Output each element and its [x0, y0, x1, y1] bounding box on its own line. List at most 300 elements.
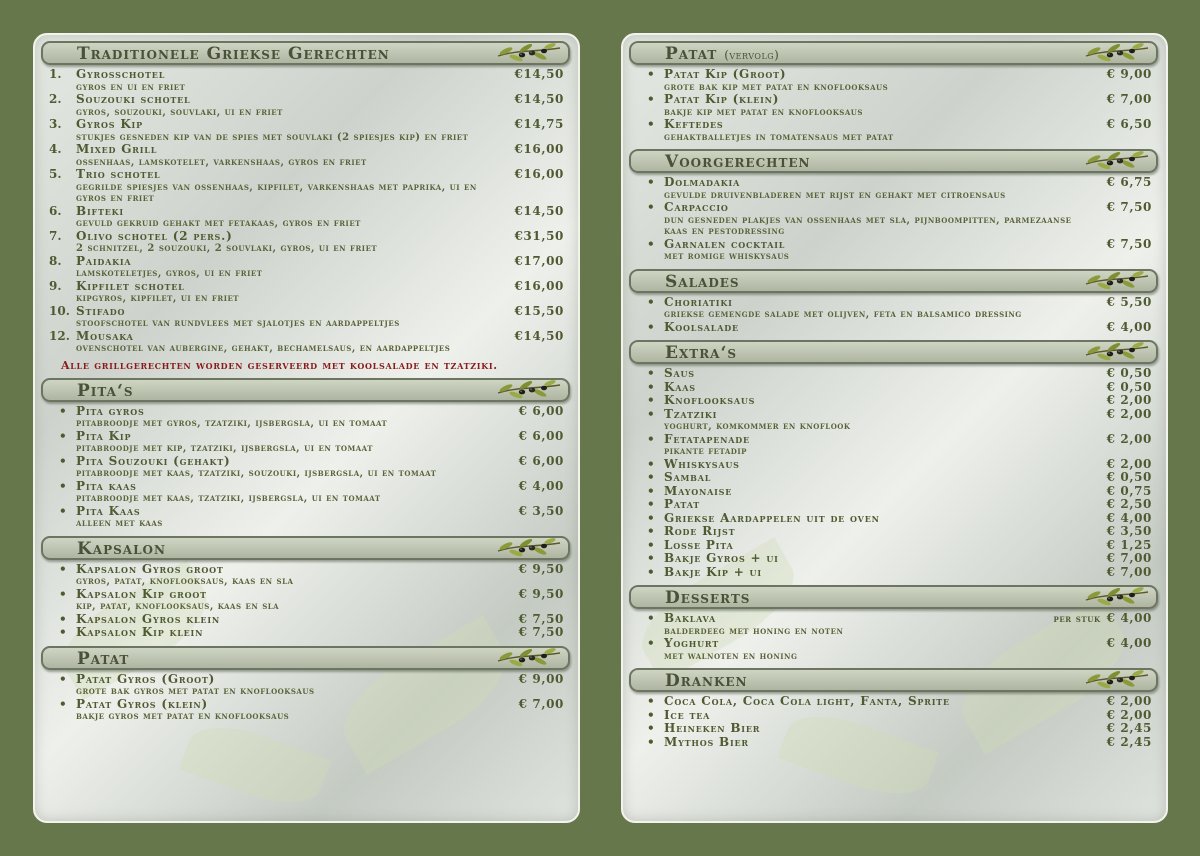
- olive-branch-icon: [1084, 339, 1150, 365]
- item-number: 9.: [49, 278, 62, 293]
- menu-item: [637, 118, 1152, 143]
- item-description: gyros en ui en friet: [76, 81, 186, 93]
- bullet-icon: •: [647, 294, 655, 309]
- item-description: bakje gyros met patat en knoflooksaus: [76, 711, 290, 722]
- item-price: [514, 305, 564, 318]
- item-name: Knoflooksaus: [664, 393, 756, 407]
- item-name: Carpaccio: [664, 200, 729, 214]
- price-value: € 1,25: [1106, 537, 1152, 552]
- item-price: [1107, 458, 1152, 471]
- price-value: € 2,00: [1106, 707, 1152, 722]
- item-price: [514, 205, 564, 218]
- menu-item: [637, 68, 1152, 93]
- item-price: [514, 168, 564, 181]
- section-title: Extra‘s: [665, 343, 738, 363]
- bullet-icon: •: [59, 561, 67, 576]
- bullet-icon: •: [647, 175, 655, 189]
- item-price: [514, 118, 564, 131]
- section-header-pitas: [41, 378, 570, 402]
- price-value: € 2,00: [1106, 456, 1152, 471]
- item-price: [1107, 201, 1152, 214]
- item-name: Fetatapenade: [664, 431, 750, 446]
- bullet-icon: •: [647, 92, 655, 106]
- item-description: grote bak kip met patat en knoflooksaus: [664, 81, 889, 93]
- menu-item: [49, 588, 564, 613]
- olive-branch-icon: [1084, 584, 1150, 610]
- price-value: € 6,00: [518, 428, 564, 443]
- menu-item: [637, 93, 1152, 118]
- price-value: €17,00: [514, 253, 564, 268]
- item-description: stukjes gesneden kip van de spies met souvlaki (2 spiesjes kip) en friet: [76, 131, 469, 143]
- item-name: Patat Gyros (klein): [76, 696, 209, 711]
- bullet-icon: •: [647, 707, 655, 722]
- menu-item: [49, 673, 564, 698]
- menu-item: [49, 93, 564, 118]
- price-value: € 6,00: [518, 403, 564, 418]
- item-description: pikante fetadip: [664, 446, 747, 457]
- item-name: Mousaka: [76, 328, 134, 343]
- item-name: Griekse Aardappelen uit de oven: [664, 510, 880, 525]
- item-price: [519, 563, 564, 576]
- item-name: Gyrosschotel: [76, 67, 166, 81]
- item-description: kipgyros, kipfilet, ui en friet: [76, 293, 240, 304]
- item-name: Pita Souzouki (gehakt): [76, 453, 231, 468]
- bullet-icon: •: [647, 537, 655, 552]
- price-value: € 7,00: [1106, 551, 1152, 565]
- bullet-icon: •: [647, 236, 655, 251]
- item-price: [519, 430, 564, 443]
- item-name: Patat: [664, 497, 701, 511]
- item-price: [514, 230, 564, 243]
- price-value: € 4,00: [1106, 636, 1152, 650]
- item-name: Pita Kaas: [76, 503, 141, 518]
- item-name: Bakje Gyros + ui: [664, 551, 779, 565]
- menu-item: [637, 238, 1152, 263]
- item-description: ovenschotel van aubergine, gehakt, bechamelsaus, en aardappeltjes: [76, 343, 451, 354]
- price-value: € 2,50: [1106, 497, 1152, 511]
- bullet-icon: •: [647, 483, 655, 498]
- item-description: balderdeeg met honing en noten: [664, 625, 844, 637]
- price-value: €14,50: [514, 328, 564, 343]
- price-value: € 7,00: [1106, 92, 1152, 106]
- item-number: 5.: [49, 167, 62, 181]
- olive-branch-icon: [1084, 148, 1150, 174]
- price-value: € 0,50: [1106, 379, 1152, 394]
- menu-item: [49, 168, 564, 205]
- menu-item: [637, 321, 1152, 335]
- item-name: Patat Gyros (Groot): [76, 671, 216, 686]
- section-header-kapsalon: [41, 536, 570, 560]
- item-price: [1107, 722, 1152, 735]
- item-price: [1107, 637, 1152, 650]
- price-value: € 3,50: [1106, 524, 1152, 538]
- bullet-icon: •: [647, 721, 655, 735]
- item-price: [1107, 485, 1152, 498]
- item-price: [1107, 118, 1152, 131]
- price-value: €16,00: [514, 278, 564, 293]
- item-name: Rode Rijst: [664, 524, 736, 538]
- section-subtitle: (vervolg): [724, 48, 780, 62]
- item-description: kip, patat, knoflooksaus, kaas en sla: [76, 601, 280, 612]
- item-price: [1107, 709, 1152, 722]
- section-title: Patat: [77, 648, 130, 669]
- bullet-icon: •: [647, 470, 655, 484]
- bullet-icon: •: [647, 636, 655, 650]
- menu-item: [49, 505, 564, 530]
- price-value: € 4,00: [1106, 611, 1152, 625]
- item-name: Kipfilet schotel: [76, 278, 185, 293]
- item-name: Mixed Grill: [76, 142, 158, 156]
- menu-item: [49, 305, 564, 330]
- price-value: € 9,00: [518, 671, 564, 686]
- item-price: [1107, 566, 1152, 579]
- menu-item: [49, 455, 564, 480]
- item-description: griekse gemengde salade met olijven, feta en balsamico dressing: [664, 309, 1022, 320]
- item-name: Losse Pita: [664, 537, 734, 552]
- item-name: Coca Cola, Coca Cola light, Fanta, Sprite: [664, 694, 950, 708]
- price-value: € 7,50: [1106, 200, 1152, 214]
- item-price: [1107, 394, 1152, 407]
- item-name: Keftedes: [664, 117, 724, 131]
- item-price: [1107, 296, 1152, 309]
- menu-item: [49, 280, 564, 305]
- item-description: pitabroodje met kip, tzatziki, ijsbergsla, ui en tomaat: [76, 443, 373, 454]
- menu-item: [637, 512, 1152, 526]
- item-price: [514, 93, 564, 106]
- bullet-icon: •: [59, 478, 67, 493]
- section-header-patat: [41, 646, 570, 670]
- section-title: Traditionele Griekse Gerechten: [77, 44, 390, 64]
- item-price: [514, 143, 564, 156]
- item-description: gevulde druivenbladeren met rijst en gehakt met citroensaus: [664, 189, 1006, 201]
- menu-item: [49, 330, 564, 355]
- menu-list-patat-vervolg: [623, 65, 1166, 143]
- price-unit: per stuk: [1053, 614, 1101, 625]
- menu-item: [637, 637, 1152, 662]
- item-name: Bifteki: [76, 203, 124, 218]
- item-name: Gyros Kip: [76, 117, 143, 131]
- section-header-desserts: [629, 585, 1158, 609]
- menu-item: [637, 408, 1152, 433]
- menu-list-salades: [623, 293, 1166, 335]
- item-description: pitabroodje met gyros, tzatziki, ijsbergsla, ui en tomaat: [76, 418, 388, 429]
- price-value: € 3,50: [518, 503, 564, 518]
- menu-item: [637, 485, 1152, 499]
- item-name: Kapsalon Kip klein: [76, 625, 204, 639]
- item-description: ossenhaas, lamskotelet, varkenshaas, gyros en friet: [76, 156, 367, 168]
- item-name: Garnalen cocktail: [664, 236, 786, 251]
- section-title: Kapsalon: [77, 538, 166, 559]
- item-price: [1107, 736, 1152, 749]
- price-value: € 0,75: [1106, 483, 1152, 498]
- item-price: [1107, 381, 1152, 394]
- price-value: €31,50: [514, 228, 564, 243]
- item-price: [514, 255, 564, 268]
- item-description: gyros, souzouki, souvlaki, ui en friet: [76, 106, 283, 118]
- item-price: [519, 626, 564, 639]
- bullet-icon: •: [59, 428, 67, 443]
- menu-item: [637, 525, 1152, 539]
- section-title: [665, 44, 779, 64]
- item-name: Kapsalon Gyros groot: [76, 561, 224, 576]
- menu-item: [637, 552, 1152, 566]
- item-number: 4.: [49, 142, 62, 156]
- item-description: gehaktballetjes in tomatensaus met patat: [664, 131, 894, 143]
- price-value: €15,50: [514, 303, 564, 318]
- bullet-icon: •: [647, 67, 655, 81]
- item-price: [1107, 498, 1152, 511]
- menu-item: [49, 480, 564, 505]
- item-name: Bakje Kip + ui: [664, 564, 762, 579]
- item-description: yoghurt, komkommer en knoflook: [664, 421, 851, 432]
- menu-list-voorgerechten: [623, 173, 1166, 263]
- price-value: €14,50: [514, 203, 564, 218]
- menu-item: [49, 118, 564, 143]
- menu-item: [49, 230, 564, 255]
- menu-item: [49, 205, 564, 230]
- item-price: [519, 588, 564, 601]
- leaf-decoration: [179, 713, 331, 817]
- bullet-icon: •: [59, 611, 67, 626]
- item-name: Choriatiki: [664, 294, 733, 309]
- item-name: Paidakia: [76, 253, 132, 268]
- item-name: Pita gyros: [76, 403, 145, 418]
- price-value: € 6,00: [518, 453, 564, 468]
- item-price: [519, 405, 564, 418]
- menu-list-traditional: [35, 65, 578, 355]
- bullet-icon: •: [647, 431, 655, 446]
- menu-item: [637, 566, 1152, 580]
- item-name: Pita Kip: [76, 428, 132, 443]
- price-value: € 7,50: [1106, 236, 1152, 251]
- menu-list-desserts: [623, 609, 1166, 662]
- olive-branch-icon: [496, 377, 562, 403]
- item-name: Ice tea: [664, 707, 711, 722]
- menu-item: [49, 255, 564, 280]
- bullet-icon: •: [647, 379, 655, 394]
- bullet-icon: •: [647, 694, 655, 708]
- price-value: € 6,75: [1106, 175, 1152, 189]
- item-number: 6.: [49, 203, 62, 218]
- price-value: € 2,00: [1106, 406, 1152, 421]
- bullet-icon: •: [59, 696, 67, 711]
- item-price: [1107, 93, 1152, 106]
- price-value: €14,50: [514, 92, 564, 106]
- olive-branch-icon: [496, 535, 562, 561]
- item-price: [1107, 525, 1152, 538]
- menu-item: [637, 433, 1152, 458]
- item-description: stoofschotel van rundvlees met sjalotjes en aardappeltjes: [76, 318, 400, 329]
- item-price: [1107, 367, 1152, 380]
- item-price: [1107, 68, 1152, 81]
- item-price: [1107, 471, 1152, 484]
- price-value: € 7,50: [518, 625, 564, 639]
- item-name: Patat Kip (Groot): [664, 67, 787, 81]
- item-name: Pita kaas: [76, 478, 137, 493]
- section-title: Desserts: [665, 588, 751, 608]
- item-name: Baklava: [664, 611, 716, 625]
- section-title: Salades: [665, 271, 740, 292]
- section-title: Voorgerechten: [665, 152, 811, 172]
- item-name: Patat Kip (klein): [664, 92, 780, 106]
- item-name: Stifado: [76, 303, 126, 318]
- price-value: € 2,00: [1106, 431, 1152, 446]
- olive-branch-icon: [1084, 40, 1150, 66]
- item-price: [1107, 552, 1152, 565]
- price-value: € 9,50: [518, 561, 564, 576]
- section-title: Dranken: [665, 671, 748, 691]
- menu-item: [49, 405, 564, 430]
- item-description: bakje kip met patat en knoflooksaus: [664, 106, 863, 118]
- olive-branch-icon: [496, 40, 562, 66]
- menu-item: [637, 367, 1152, 381]
- item-price: [519, 455, 564, 468]
- olive-branch-icon: [496, 645, 562, 671]
- item-price: [1107, 321, 1152, 334]
- bullet-icon: •: [647, 393, 655, 407]
- menu-item: [49, 626, 564, 640]
- bullet-icon: •: [59, 453, 67, 468]
- menu-list-extras: [623, 364, 1166, 579]
- item-price: [519, 613, 564, 626]
- bullet-icon: •: [59, 671, 67, 686]
- grill-note: Alle grillgerechten worden geserveerd met koolsalade en tzatziki.: [61, 358, 498, 372]
- menu-item: [49, 613, 564, 627]
- item-price: [519, 698, 564, 711]
- section-header-patat-vervolg: [629, 41, 1158, 65]
- menu-page-right: [621, 33, 1168, 823]
- price-value: € 2,45: [1106, 721, 1152, 735]
- section-title: Pita‘s: [77, 380, 134, 401]
- price-value: € 0,50: [1106, 366, 1152, 380]
- item-price: [514, 68, 564, 81]
- price-value: € 5,50: [1106, 294, 1152, 309]
- item-description: 2 schnitzel, 2 souzouki, 2 souvlaki, gyros, ui en friet: [76, 243, 378, 254]
- item-price: [1107, 512, 1152, 525]
- item-name: Whiskysaus: [664, 456, 740, 471]
- item-name: Trio schotel: [76, 167, 161, 181]
- bullet-icon: •: [647, 117, 655, 131]
- price-value: € 7,00: [518, 696, 564, 711]
- item-price: [519, 480, 564, 493]
- price-value: € 2,00: [1106, 694, 1152, 708]
- price-value: €14,50: [514, 67, 564, 81]
- item-price: [1053, 612, 1152, 626]
- menu-list-pitas: [35, 402, 578, 530]
- olive-branch-icon: [1084, 268, 1150, 294]
- item-name: Sambal: [664, 470, 712, 484]
- section-header-traditional: [41, 41, 570, 65]
- menu-item: [49, 68, 564, 93]
- price-value: € 2,45: [1106, 734, 1152, 749]
- item-name: Saus: [664, 366, 695, 380]
- menu-item: [637, 612, 1152, 637]
- item-description: met romige whiskysaus: [664, 251, 790, 262]
- bullet-icon: •: [59, 403, 67, 418]
- menu-item: [49, 430, 564, 455]
- menu-item: [637, 722, 1152, 736]
- price-value: € 6,50: [1106, 117, 1152, 131]
- item-price: [1107, 433, 1152, 446]
- item-price: [519, 505, 564, 518]
- item-description: lamskoteletjes, gyros, ui en friet: [76, 268, 263, 279]
- menu-page-left: [33, 33, 580, 823]
- section-header-extras: [629, 340, 1158, 364]
- menu-item: [637, 296, 1152, 321]
- item-description: grote bak gyros met patat en knoflooksaus: [76, 686, 315, 697]
- item-name: Mayonaise: [664, 483, 733, 498]
- menu-item: [49, 563, 564, 588]
- menu-item: [49, 143, 564, 168]
- bullet-icon: •: [647, 564, 655, 579]
- item-number: 10.: [49, 303, 70, 318]
- menu-item: [637, 471, 1152, 485]
- menu-item: [637, 498, 1152, 512]
- item-description: pitabroodje met kaas, tzatziki, souzouki, ijsbergsla, ui en tomaat: [76, 468, 437, 479]
- menu-list-kapsalon: [35, 560, 578, 640]
- item-price: [1107, 695, 1152, 708]
- item-description: gyros, patat, knoflooksaus, kaas en sla: [76, 576, 294, 587]
- item-name: Olivo schotel (2 pers.): [76, 228, 233, 243]
- item-number: 12.: [49, 328, 70, 343]
- bullet-icon: •: [647, 524, 655, 538]
- item-price: [519, 673, 564, 686]
- bullet-icon: •: [647, 551, 655, 565]
- section-header-voorgerechten: [629, 149, 1158, 173]
- menu-list-patat: [35, 670, 578, 723]
- item-description: pitabroodje met kaas, tzatziki, ijsbergsla, ui en tomaat: [76, 493, 381, 504]
- item-description: dun gesneden plakjes van ossenhaas met sla, pijnboompitten, parmezaanse kaas en pestodressing: [664, 214, 1072, 237]
- bullet-icon: •: [647, 734, 655, 749]
- item-name: Kaas: [664, 379, 696, 394]
- item-description: alleen met kaas: [76, 518, 163, 529]
- item-description: gevuld gekruid gehakt met fetakaas, gyros en friet: [76, 218, 361, 229]
- item-name: Yoghurt: [664, 636, 719, 650]
- menu-item: [637, 201, 1152, 238]
- item-number: 1.: [49, 67, 62, 81]
- menu-item: [637, 709, 1152, 723]
- menu-item: [637, 176, 1152, 201]
- menu-item: [637, 394, 1152, 408]
- price-value: € 4,00: [518, 478, 564, 493]
- price-value: € 2,00: [1106, 393, 1152, 407]
- bullet-icon: •: [59, 586, 67, 601]
- item-price: [514, 330, 564, 343]
- item-description: met walnoten en honing: [664, 650, 798, 662]
- item-price: [1107, 408, 1152, 421]
- menu-list-dranken: [623, 692, 1166, 749]
- price-value: € 0,50: [1106, 470, 1152, 484]
- item-price: [1107, 176, 1152, 189]
- price-value: €16,00: [514, 142, 564, 156]
- price-value: € 7,00: [1106, 564, 1152, 579]
- price-value: € 4,00: [1106, 319, 1152, 334]
- menu-item: [637, 539, 1152, 553]
- bullet-icon: •: [59, 625, 67, 639]
- section-header-dranken: [629, 668, 1158, 692]
- item-name: Mythos Bier: [664, 734, 749, 749]
- bullet-icon: •: [647, 406, 655, 421]
- item-number: 7.: [49, 228, 62, 243]
- item-number: 3.: [49, 117, 62, 131]
- price-value: €14,75: [514, 117, 564, 131]
- bullet-icon: •: [59, 503, 67, 518]
- item-description: gegrilde spiesjes van ossenhaas, kipfilet, varkenshaas met paprika, ui en gyros en friet: [76, 181, 477, 204]
- price-value: € 9,00: [1106, 67, 1152, 81]
- bullet-icon: •: [647, 611, 655, 625]
- item-price: [514, 280, 564, 293]
- bullet-icon: •: [647, 497, 655, 511]
